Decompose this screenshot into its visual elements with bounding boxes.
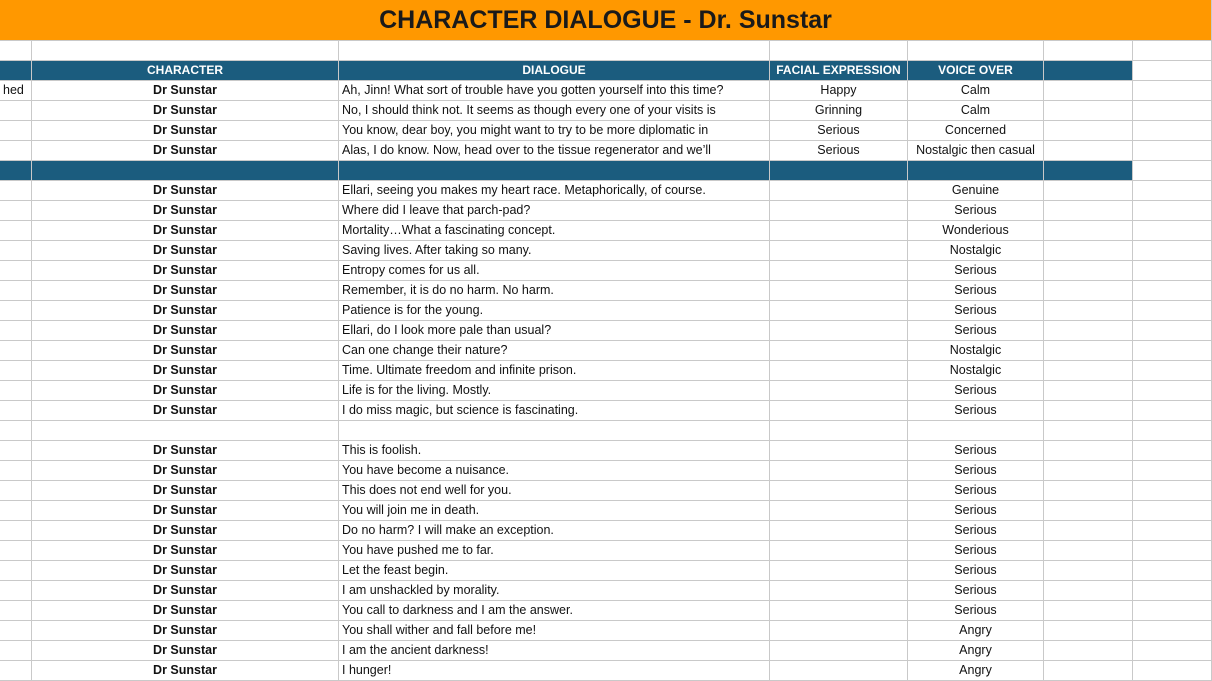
character-cell[interactable]: Dr Sunstar (32, 301, 339, 321)
character-cell[interactable]: Dr Sunstar (32, 661, 339, 681)
voice-over-cell[interactable]: Angry (908, 661, 1044, 681)
voice-over-cell[interactable]: Serious (908, 481, 1044, 501)
dialogue-cell[interactable]: Where did I leave that parch-pad? (339, 201, 770, 221)
character-cell[interactable]: Dr Sunstar (32, 381, 339, 401)
dialogue-cell[interactable]: You shall wither and fall before me! (339, 621, 770, 641)
dialogue-cell[interactable]: You have pushed me to far. (339, 541, 770, 561)
section-separator-cell[interactable] (0, 161, 32, 181)
cell-a[interactable] (0, 421, 32, 441)
dialogue-cell[interactable]: Entropy comes for us all. (339, 261, 770, 281)
cell[interactable] (1133, 181, 1212, 201)
cell[interactable] (1133, 661, 1212, 681)
cell-a[interactable] (0, 301, 32, 321)
cell-a[interactable] (0, 141, 32, 161)
character-cell[interactable]: Dr Sunstar (32, 361, 339, 381)
cell-a[interactable] (0, 201, 32, 221)
cell[interactable] (1133, 561, 1212, 581)
character-cell[interactable] (32, 421, 339, 441)
voice-over-cell[interactable]: Calm (908, 101, 1044, 121)
cell[interactable] (1133, 381, 1212, 401)
cell-a[interactable] (0, 661, 32, 681)
cell[interactable] (32, 41, 339, 61)
character-cell[interactable]: Dr Sunstar (32, 81, 339, 101)
cell[interactable] (1044, 641, 1133, 661)
facial-expression-cell[interactable] (770, 181, 908, 201)
character-cell[interactable]: Dr Sunstar (32, 101, 339, 121)
cell[interactable] (1133, 81, 1212, 101)
cell-a[interactable] (0, 521, 32, 541)
voice-over-cell[interactable]: Serious (908, 461, 1044, 481)
cell-a[interactable]: hed (0, 81, 32, 101)
voice-over-cell[interactable]: Serious (908, 521, 1044, 541)
cell[interactable] (1044, 401, 1133, 421)
cell-a[interactable] (0, 121, 32, 141)
facial-expression-cell[interactable] (770, 481, 908, 501)
dialogue-cell[interactable]: Life is for the living. Mostly. (339, 381, 770, 401)
facial-expression-cell[interactable]: Grinning (770, 101, 908, 121)
cell[interactable] (1044, 121, 1133, 141)
voice-over-cell[interactable]: Serious (908, 541, 1044, 561)
facial-expression-cell[interactable] (770, 601, 908, 621)
facial-expression-cell[interactable] (770, 441, 908, 461)
dialogue-cell[interactable]: Remember, it is do no harm. No harm. (339, 281, 770, 301)
dialogue-cell[interactable]: Patience is for the young. (339, 301, 770, 321)
cell[interactable] (1044, 141, 1133, 161)
dialogue-cell[interactable]: I am the ancient darkness! (339, 641, 770, 661)
cell[interactable] (1133, 141, 1212, 161)
cell-a[interactable] (0, 261, 32, 281)
cell[interactable] (1044, 541, 1133, 561)
voice-over-cell[interactable]: Concerned (908, 121, 1044, 141)
voice-over-cell[interactable]: Serious (908, 321, 1044, 341)
cell[interactable] (1133, 581, 1212, 601)
cell[interactable] (1044, 81, 1133, 101)
cell[interactable] (1044, 501, 1133, 521)
cell[interactable] (1044, 241, 1133, 261)
header-facial-expression[interactable]: FACIAL EXPRESSION (770, 61, 908, 81)
dialogue-cell[interactable] (339, 421, 770, 441)
facial-expression-cell[interactable] (770, 641, 908, 661)
facial-expression-cell[interactable] (770, 261, 908, 281)
dialogue-cell[interactable]: You have become a nuisance. (339, 461, 770, 481)
cell[interactable] (1044, 381, 1133, 401)
dialogue-cell[interactable]: Can one change their nature? (339, 341, 770, 361)
cell[interactable] (1044, 661, 1133, 681)
cell-a[interactable] (0, 401, 32, 421)
cell[interactable] (1133, 261, 1212, 281)
voice-over-cell[interactable]: Serious (908, 381, 1044, 401)
dialogue-cell[interactable]: You call to darkness and I am the answer. (339, 601, 770, 621)
cell[interactable] (1133, 321, 1212, 341)
voice-over-cell[interactable]: Serious (908, 281, 1044, 301)
facial-expression-cell[interactable] (770, 281, 908, 301)
sheet-title[interactable]: CHARACTER DIALOGUE - Dr. Sunstar (0, 0, 1212, 41)
character-cell[interactable]: Dr Sunstar (32, 521, 339, 541)
dialogue-cell[interactable]: Ah, Jinn! What sort of trouble have you gotten yourself into this time? (339, 81, 770, 101)
cell-a[interactable] (0, 181, 32, 201)
dialogue-cell[interactable]: I am unshackled by morality. (339, 581, 770, 601)
character-cell[interactable]: Dr Sunstar (32, 621, 339, 641)
cell-a[interactable] (0, 621, 32, 641)
dialogue-cell[interactable]: This does not end well for you. (339, 481, 770, 501)
facial-expression-cell[interactable] (770, 361, 908, 381)
cell[interactable] (1133, 521, 1212, 541)
cell[interactable] (1133, 641, 1212, 661)
cell[interactable] (1133, 441, 1212, 461)
dialogue-cell[interactable]: No, I should think not. It seems as though every one of your visits is (339, 101, 770, 121)
dialogue-cell[interactable]: You know, dear boy, you might want to try to be more diplomatic in (339, 121, 770, 141)
voice-over-cell[interactable]: Nostalgic (908, 361, 1044, 381)
voice-over-cell[interactable]: Calm (908, 81, 1044, 101)
cell-a[interactable] (0, 501, 32, 521)
facial-expression-cell[interactable]: Happy (770, 81, 908, 101)
facial-expression-cell[interactable] (770, 461, 908, 481)
character-cell[interactable]: Dr Sunstar (32, 341, 339, 361)
character-cell[interactable]: Dr Sunstar (32, 141, 339, 161)
cell[interactable] (1044, 41, 1133, 61)
facial-expression-cell[interactable] (770, 241, 908, 261)
character-cell[interactable]: Dr Sunstar (32, 241, 339, 261)
character-cell[interactable]: Dr Sunstar (32, 501, 339, 521)
voice-over-cell[interactable]: Angry (908, 641, 1044, 661)
voice-over-cell[interactable]: Serious (908, 501, 1044, 521)
character-cell[interactable]: Dr Sunstar (32, 601, 339, 621)
section-separator-cell[interactable] (339, 161, 770, 181)
cell[interactable] (1133, 501, 1212, 521)
facial-expression-cell[interactable]: Serious (770, 121, 908, 141)
cell-a[interactable] (0, 541, 32, 561)
header-cell-blank[interactable] (0, 61, 32, 81)
cell[interactable] (1133, 221, 1212, 241)
dialogue-cell[interactable]: Ellari, do I look more pale than usual? (339, 321, 770, 341)
cell-a[interactable] (0, 241, 32, 261)
cell[interactable] (1044, 461, 1133, 481)
cell[interactable] (1044, 101, 1133, 121)
cell[interactable] (1133, 241, 1212, 261)
character-cell[interactable]: Dr Sunstar (32, 261, 339, 281)
dialogue-cell[interactable]: This is foolish. (339, 441, 770, 461)
facial-expression-cell[interactable] (770, 621, 908, 641)
character-cell[interactable]: Dr Sunstar (32, 181, 339, 201)
cell-a[interactable] (0, 341, 32, 361)
voice-over-cell[interactable]: Serious (908, 441, 1044, 461)
dialogue-cell[interactable]: Do no harm? I will make an exception. (339, 521, 770, 541)
cell-a[interactable] (0, 441, 32, 461)
voice-over-cell[interactable]: Wonderious (908, 221, 1044, 241)
cell-a[interactable] (0, 641, 32, 661)
voice-over-cell[interactable]: Serious (908, 401, 1044, 421)
cell[interactable] (339, 41, 770, 61)
facial-expression-cell[interactable] (770, 381, 908, 401)
cell[interactable] (1044, 421, 1133, 441)
section-separator-cell[interactable] (908, 161, 1044, 181)
cell[interactable] (1133, 281, 1212, 301)
cell[interactable] (1044, 261, 1133, 281)
voice-over-cell[interactable]: Genuine (908, 181, 1044, 201)
facial-expression-cell[interactable] (770, 201, 908, 221)
dialogue-cell[interactable]: I do miss magic, but science is fascinating. (339, 401, 770, 421)
character-cell[interactable]: Dr Sunstar (32, 121, 339, 141)
facial-expression-cell[interactable] (770, 421, 908, 441)
facial-expression-cell[interactable] (770, 661, 908, 681)
cell[interactable] (1044, 441, 1133, 461)
cell-a[interactable] (0, 561, 32, 581)
character-cell[interactable]: Dr Sunstar (32, 561, 339, 581)
cell-a[interactable] (0, 481, 32, 501)
facial-expression-cell[interactable] (770, 561, 908, 581)
facial-expression-cell[interactable]: Serious (770, 141, 908, 161)
cell[interactable] (1133, 101, 1212, 121)
cell[interactable] (1133, 301, 1212, 321)
facial-expression-cell[interactable] (770, 541, 908, 561)
voice-over-cell[interactable]: Serious (908, 601, 1044, 621)
cell[interactable] (1133, 161, 1212, 181)
voice-over-cell[interactable]: Nostalgic (908, 241, 1044, 261)
section-separator-cell[interactable] (770, 161, 908, 181)
facial-expression-cell[interactable] (770, 221, 908, 241)
facial-expression-cell[interactable] (770, 341, 908, 361)
cell-a[interactable] (0, 101, 32, 121)
cell[interactable] (1133, 201, 1212, 221)
cell-a[interactable] (0, 601, 32, 621)
character-cell[interactable]: Dr Sunstar (32, 481, 339, 501)
voice-over-cell[interactable]: Serious (908, 581, 1044, 601)
character-cell[interactable]: Dr Sunstar (32, 201, 339, 221)
character-cell[interactable]: Dr Sunstar (32, 221, 339, 241)
voice-over-cell[interactable]: Serious (908, 201, 1044, 221)
cell-a[interactable] (0, 281, 32, 301)
cell[interactable] (1133, 461, 1212, 481)
dialogue-cell[interactable]: I hunger! (339, 661, 770, 681)
dialogue-cell[interactable]: Mortality…What a fascinating concept. (339, 221, 770, 241)
cell[interactable] (770, 41, 908, 61)
header-dialogue[interactable]: DIALOGUE (339, 61, 770, 81)
dialogue-cell[interactable]: Saving lives. After taking so many. (339, 241, 770, 261)
cell-a[interactable] (0, 321, 32, 341)
character-cell[interactable]: Dr Sunstar (32, 581, 339, 601)
section-separator-cell[interactable] (1044, 161, 1133, 181)
character-cell[interactable]: Dr Sunstar (32, 541, 339, 561)
header-voice-over[interactable]: VOICE OVER (908, 61, 1044, 81)
cell-a[interactable] (0, 361, 32, 381)
cell[interactable] (1133, 421, 1212, 441)
cell[interactable] (1133, 61, 1212, 81)
character-cell[interactable]: Dr Sunstar (32, 441, 339, 461)
cell-a[interactable] (0, 221, 32, 241)
cell[interactable] (1044, 341, 1133, 361)
cell[interactable] (1133, 401, 1212, 421)
cell-a[interactable] (0, 381, 32, 401)
character-cell[interactable]: Dr Sunstar (32, 321, 339, 341)
cell[interactable] (1044, 521, 1133, 541)
character-cell[interactable]: Dr Sunstar (32, 641, 339, 661)
cell[interactable] (1133, 481, 1212, 501)
facial-expression-cell[interactable] (770, 501, 908, 521)
cell[interactable] (1044, 581, 1133, 601)
cell-a[interactable] (0, 461, 32, 481)
section-separator-cell[interactable] (32, 161, 339, 181)
cell[interactable] (908, 41, 1044, 61)
facial-expression-cell[interactable] (770, 581, 908, 601)
cell[interactable] (1044, 601, 1133, 621)
character-cell[interactable]: Dr Sunstar (32, 401, 339, 421)
character-cell[interactable]: Dr Sunstar (32, 461, 339, 481)
facial-expression-cell[interactable] (770, 321, 908, 341)
voice-over-cell[interactable]: Nostalgic (908, 341, 1044, 361)
cell[interactable] (1044, 321, 1133, 341)
facial-expression-cell[interactable] (770, 301, 908, 321)
cell[interactable] (1133, 341, 1212, 361)
cell[interactable] (1133, 601, 1212, 621)
header-cell-blank[interactable] (1044, 61, 1133, 81)
cell[interactable] (1044, 621, 1133, 641)
cell[interactable] (1044, 301, 1133, 321)
cell[interactable] (1133, 121, 1212, 141)
voice-over-cell[interactable]: Serious (908, 301, 1044, 321)
voice-over-cell[interactable]: Angry (908, 621, 1044, 641)
cell[interactable] (0, 41, 32, 61)
cell[interactable] (1044, 201, 1133, 221)
cell[interactable] (1044, 561, 1133, 581)
cell[interactable] (1133, 541, 1212, 561)
cell[interactable] (1133, 621, 1212, 641)
cell-a[interactable] (0, 581, 32, 601)
cell[interactable] (1044, 221, 1133, 241)
voice-over-cell[interactable] (908, 421, 1044, 441)
voice-over-cell[interactable]: Nostalgic then casual (908, 141, 1044, 161)
cell[interactable] (1044, 361, 1133, 381)
character-cell[interactable]: Dr Sunstar (32, 281, 339, 301)
dialogue-cell[interactable]: Ellari, seeing you makes my heart race. Metaphorically, of course. (339, 181, 770, 201)
dialogue-cell[interactable]: You will join me in death. (339, 501, 770, 521)
header-character[interactable]: CHARACTER (32, 61, 339, 81)
dialogue-cell[interactable]: Alas, I do know. Now, head over to the tissue regenerator and we’ll (339, 141, 770, 161)
cell[interactable] (1133, 361, 1212, 381)
cell[interactable] (1044, 181, 1133, 201)
cell[interactable] (1044, 281, 1133, 301)
cell[interactable] (1133, 41, 1212, 61)
cell[interactable] (1044, 481, 1133, 501)
voice-over-cell[interactable]: Serious (908, 261, 1044, 281)
dialogue-cell[interactable]: Time. Ultimate freedom and infinite prison. (339, 361, 770, 381)
facial-expression-cell[interactable] (770, 521, 908, 541)
voice-over-cell[interactable]: Serious (908, 561, 1044, 581)
facial-expression-cell[interactable] (770, 401, 908, 421)
dialogue-cell[interactable]: Let the feast begin. (339, 561, 770, 581)
